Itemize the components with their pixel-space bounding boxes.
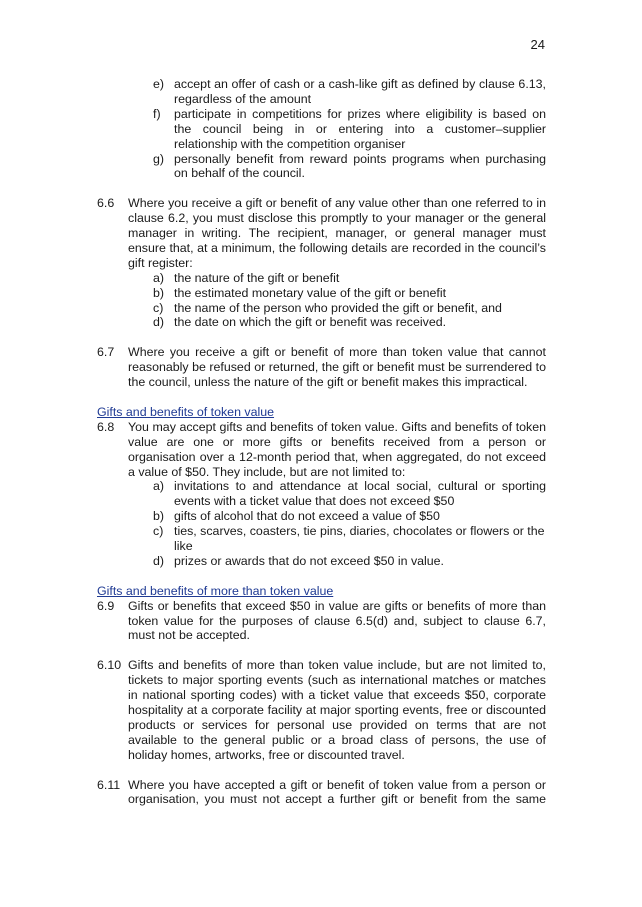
list-item-text: the name of the person who provided the gift or benefit, and bbox=[174, 300, 502, 315]
list-item bbox=[153, 107, 546, 152]
clause-text: Where you receive a gift or benefit of more than token value that cannot reasonably be refused or returned, the gift or benefit must be surrendered to the council, unless the nature of the gift or benefit makes this impractical. bbox=[128, 345, 546, 390]
clause-number: 6.11 bbox=[97, 777, 121, 792]
list-item bbox=[153, 479, 546, 509]
list-item bbox=[153, 301, 546, 316]
clause-6-7 bbox=[97, 345, 546, 390]
list-item-label: b) bbox=[153, 509, 165, 524]
document-body bbox=[97, 77, 546, 807]
list-item-text: personally benefit from reward points programs when purchasing on behalf of the council. bbox=[174, 151, 546, 181]
list-item bbox=[153, 554, 546, 569]
list-item-text: accept an offer of cash or a cash-like gift as defined by clause 6.13, regardless of the amount bbox=[174, 77, 546, 106]
list-item bbox=[153, 509, 546, 524]
clause-6-9 bbox=[97, 599, 546, 644]
list-item bbox=[153, 271, 546, 286]
list-item-text: the date on which the gift or benefit was received. bbox=[174, 315, 447, 330]
page-number: 24 bbox=[530, 37, 545, 52]
clause-number: 6.6 bbox=[97, 196, 115, 211]
clause-text: Gifts and benefits of more than token value include, but are not limited to, tickets to major sporting events (such as international matches or matches in national sporting codes) with a ticket value that exceeds $50, corporate hospitality at a corporate facility at major sporting events, free or discounted products or services for personal use provided on terms that are not available to the general public or a broad class of persons, the use of holiday homes, artworks, free or discounted travel. bbox=[128, 658, 546, 762]
clause-text: You may accept gifts and benefits of token value. Gifts and benefits of token value are one or more gifts or benefits received from a person or organisation over a 12-month period that, when aggregated, do not exceed a value of $50. They include, but are not limited to: bbox=[128, 419, 546, 479]
list-item-label: d) bbox=[153, 553, 165, 568]
clause-number: 6.8 bbox=[97, 419, 115, 434]
list-item-text: gifts of alcohol that do not exceed a value of $50 bbox=[174, 509, 440, 524]
clause-6-8 bbox=[97, 420, 546, 480]
section-heading-token-value: Gifts and benefits of token value bbox=[97, 404, 275, 419]
list-item-label: c) bbox=[153, 300, 164, 315]
clause-text: Where you receive a gift or benefit of any value other than one referred to in clause 6.2, you must disclose this promptly to your manager or the general manager in writing. The recipient, manager, or general manager must ensure that, at a minimum, the following details are recorded in the council’s gift register: bbox=[128, 196, 546, 270]
list-item bbox=[153, 77, 546, 107]
list-item-label: a) bbox=[153, 270, 165, 285]
list-item-label: a) bbox=[153, 479, 165, 494]
list-item-text: participate in competitions for prizes where eligibility is based on the council being in or entering into a customer–supplier relationship with the competition organiser bbox=[174, 106, 546, 151]
list-item-text: ties, scarves, coasters, tie pins, diaries, chocolates or flowers or the like bbox=[174, 524, 545, 554]
list-item-label: c) bbox=[153, 524, 164, 539]
list-item-text: the nature of the gift or benefit bbox=[174, 270, 340, 285]
clause-text: Gifts or benefits that exceed $50 in value are gifts or benefits of more than token value for the purposes of clause 6.5(d) and, subject to clause 6.7, must not be accepted. bbox=[128, 598, 546, 643]
clause-6-11 bbox=[97, 778, 546, 808]
list-item bbox=[153, 315, 546, 330]
list-item-label: g) bbox=[153, 151, 165, 166]
list-item-label: e) bbox=[153, 77, 165, 91]
list-item-text: prizes or awards that do not exceed $50 in value. bbox=[174, 553, 445, 568]
list-item-label: d) bbox=[153, 315, 165, 330]
clause-number: 6.10 bbox=[97, 658, 122, 673]
list-item-text: the estimated monetary value of the gift or benefit bbox=[174, 285, 447, 300]
clause-6-10 bbox=[97, 658, 546, 762]
section-heading-more-than-token-value: Gifts and benefits of more than token value bbox=[97, 583, 334, 598]
list-item bbox=[153, 524, 546, 554]
list-item-label: b) bbox=[153, 285, 165, 300]
list-item bbox=[153, 152, 546, 182]
list-item-text: invitations to and attendance at local social, cultural or sporting events with a ticket value that does not exceed $50 bbox=[174, 479, 546, 509]
list-item bbox=[153, 286, 546, 301]
list-item-label: f) bbox=[153, 106, 161, 121]
clause-number: 6.7 bbox=[97, 345, 115, 360]
clause-6-6 bbox=[97, 196, 546, 271]
clause-number: 6.9 bbox=[97, 598, 115, 613]
clause-text: Where you have accepted a gift or benefit of token value from a person or organisation, you must not accept a further gift or benefit from the same bbox=[128, 777, 546, 807]
